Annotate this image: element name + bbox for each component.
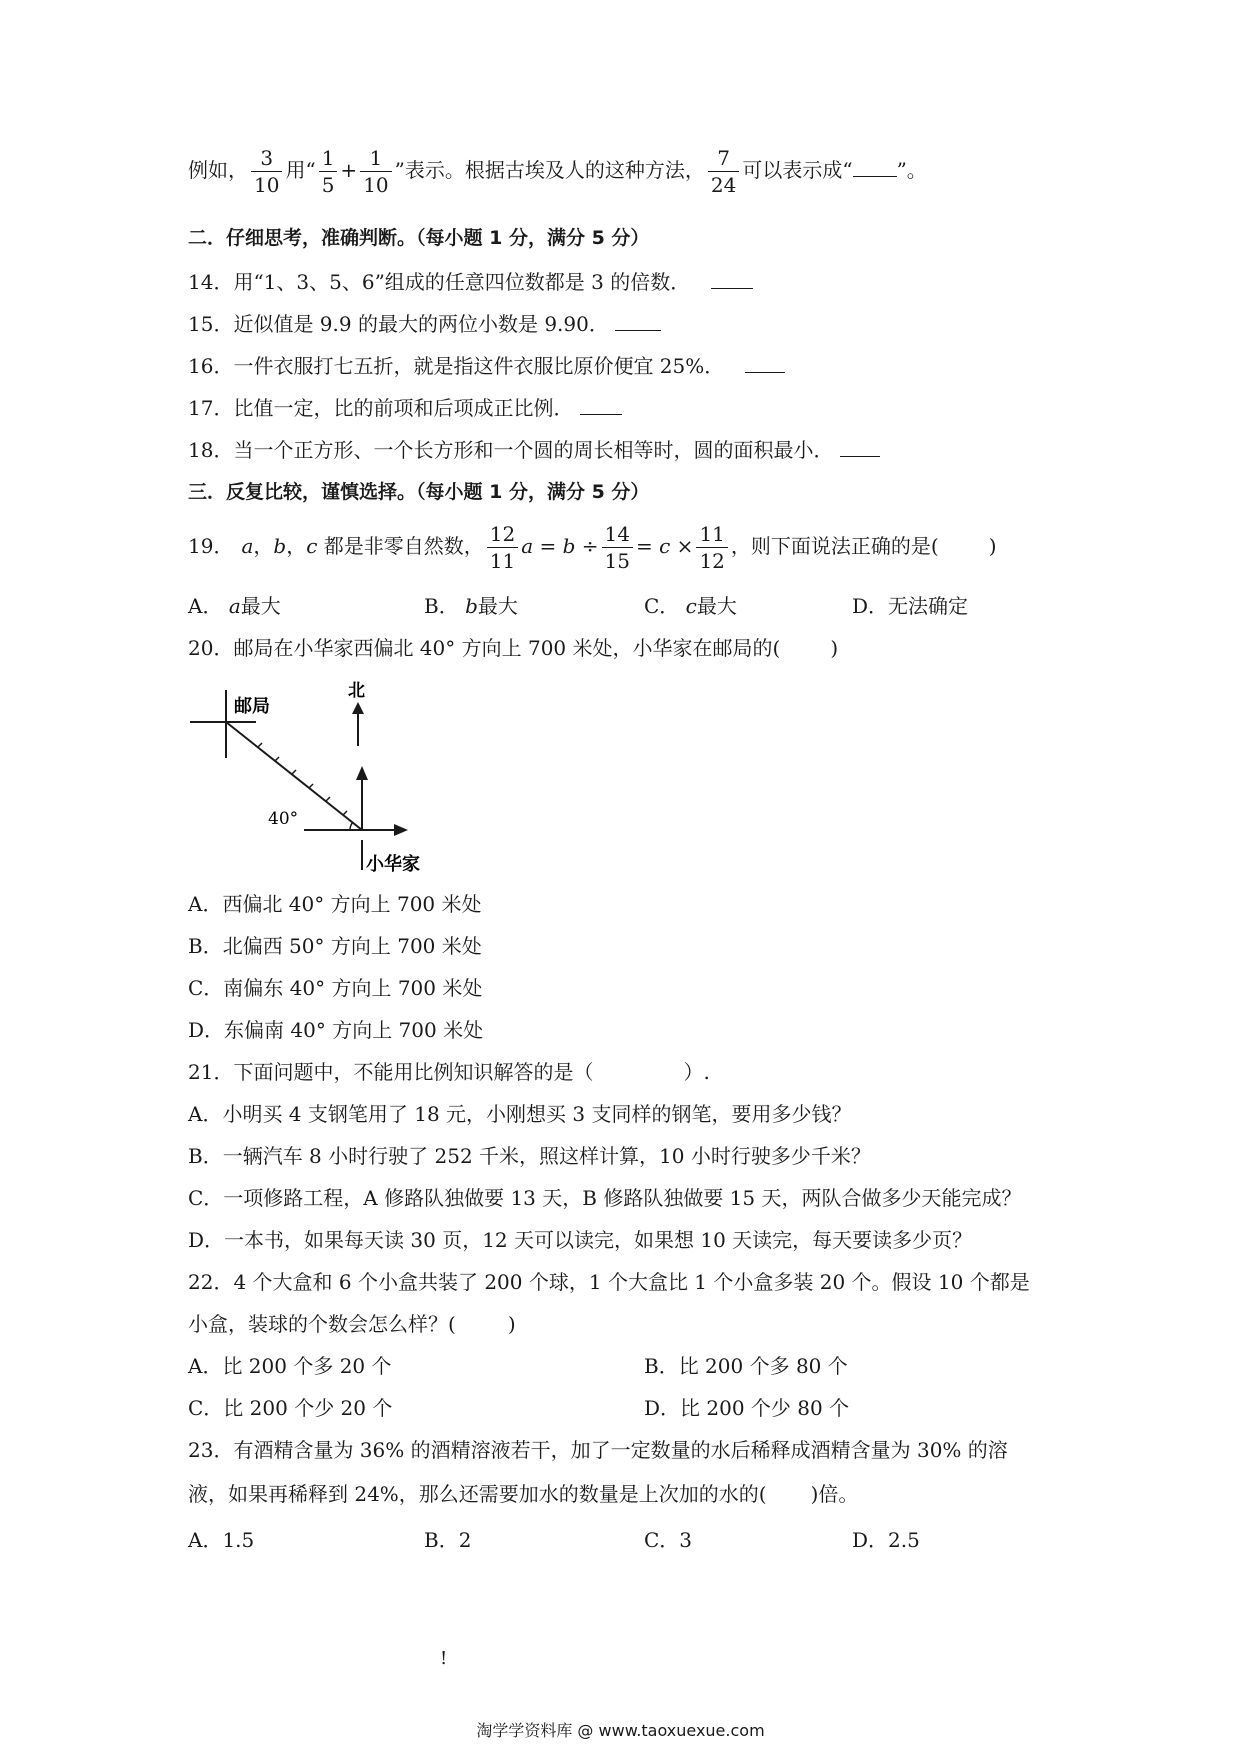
direction-diagram xyxy=(186,680,466,880)
q22-option-c[interactable]: C．比 200 个少 20 个 xyxy=(188,1396,393,1420)
q22-option-b[interactable]: B．比 200 个多 80 个 xyxy=(644,1354,848,1378)
q22-option-a[interactable]: A．比 200 个多 20 个 xyxy=(188,1354,392,1378)
question-22-line-1: 22．4 个大盒和 6 个小盒共装了 200 个球，1 个大盒比 1 个小盒多装 20 个。假设 10 个都是 xyxy=(188,1270,1030,1294)
question-21: 21．下面问题中，不能用比例知识解答的是（ ）. xyxy=(188,1060,710,1084)
label-home: 小华家 xyxy=(366,854,420,875)
answer-blank-17[interactable] xyxy=(580,398,622,415)
question-19: 19． a，b，c 都是非零自然数， $\frac{12}{11}$ a = b ÷ $\frac{14}{15}$ = c × $\frac{11}{12}$ ，则下面说法正确的是( ) xyxy=(188,522,997,573)
question-20: 20．邮局在小华家西偏北 40° 方向上 700 米处，小华家在邮局的( ) xyxy=(188,636,839,660)
label-post-office: 邮局 xyxy=(234,696,270,717)
q21-option-a[interactable]: A．小明买 4 支钢笔用了 18 元，小刚想买 3 支同样的钢笔，要用多少钱？ xyxy=(188,1102,852,1126)
q21-option-d[interactable]: D．一本书，如果每天读 30 页，12 天可以读完，如果想 10 天读完，每天要读多少页？ xyxy=(188,1228,973,1252)
q20-option-a[interactable]: A．西偏北 40° 方向上 700 米处 xyxy=(188,892,482,916)
q20-option-b[interactable]: B．北偏西 50° 方向上 700 米处 xyxy=(188,934,482,958)
fraction-12-11: $\frac{12}{11}$ xyxy=(487,524,518,571)
fraction-11-12: $\frac{11}{12}$ xyxy=(696,524,727,571)
fraction-3-10: $\frac{3}{10}$ xyxy=(251,148,282,195)
label-north: 北 xyxy=(348,681,365,701)
question-23-line-2: 液，如果再稀释到 24%，那么还需要加水的数量是上次加的水的( )倍。 xyxy=(188,1482,859,1506)
q20-option-d[interactable]: D．东偏南 40° 方向上 700 米处 xyxy=(188,1018,484,1042)
q23-option-c[interactable]: C．3 xyxy=(644,1528,693,1552)
answer-blank-18[interactable] xyxy=(840,440,880,457)
label-angle: 40° xyxy=(268,809,299,829)
q19-option-a[interactable]: A． a最大 xyxy=(188,594,281,618)
q20-option-c[interactable]: C．南偏东 40° 方向上 700 米处 xyxy=(188,976,483,1000)
footer-watermark: 淘学学资料库 @ www.taoxuexue.com xyxy=(476,1721,765,1740)
fraction-14-15: $\frac{14}{15}$ xyxy=(602,524,633,571)
q13-tail: 例如， $\frac{3}{10}$ 用“ $\frac{1}{5}$ + $\frac{1}{10}$ ”表示。根据古埃及人的这种方法， $\frac{7}{24}$ 可以表示成“ ”。 xyxy=(188,146,927,197)
question-23-line-1: 23．有酒精含量为 36% 的酒精溶液若干，加了一定数量的水后稀释成酒精含量为 30% 的溶 xyxy=(188,1438,1008,1462)
fraction-1-10: $\frac{1}{10}$ xyxy=(360,148,391,195)
answer-blank-14[interactable] xyxy=(711,272,753,289)
q22-option-d[interactable]: D．比 200 个少 80 个 xyxy=(644,1396,850,1420)
q19-option-c[interactable]: C． c最大 xyxy=(644,594,737,618)
page-mark: ! xyxy=(440,1648,448,1669)
q23-option-b[interactable]: B．2 xyxy=(424,1528,472,1552)
q19-option-d[interactable]: D．无法确定 xyxy=(852,594,969,618)
answer-blank-16[interactable] xyxy=(745,356,785,373)
answer-blank-13[interactable] xyxy=(853,160,897,177)
q21-option-c[interactable]: C．一项修路工程，A 修路队独做要 13 天，B 修路队独做要 15 天，两队合做多少天能完成？ xyxy=(188,1186,1022,1210)
question-22-line-2: 小盒，装球的个数会怎么样？( ) xyxy=(188,1312,516,1336)
question-15: 15．近似值是 9.9 的最大的两位小数是 9.90． xyxy=(188,310,661,338)
answer-blank-15[interactable] xyxy=(615,314,661,331)
question-17: 17．比值一定，比的前项和后项成正比例． xyxy=(188,394,622,422)
section-3-title: 三．反复比较，谨慎选择。（每小题 1 分，满分 5 分） xyxy=(188,481,650,503)
east-arrow-icon xyxy=(394,824,408,836)
home-north-arrow-icon xyxy=(356,766,368,780)
fraction-7-24: $\frac{7}{24}$ xyxy=(708,148,739,195)
question-14: 14．用“1、3、5、6”组成的任意四位数都是 3 的倍数． xyxy=(188,268,753,296)
section-2-title: 二．仔细思考，准确判断。（每小题 1 分，满分 5 分） xyxy=(188,227,650,249)
q21-option-b[interactable]: B．一辆汽车 8 小时行驶了 252 千米，照这样计算，10 小时行驶多少千米？ xyxy=(188,1144,871,1168)
q19-option-b[interactable]: B． b最大 xyxy=(424,594,518,618)
question-18: 18．当一个正方形、一个长方形和一个圆的周长相等时，圆的面积最小． xyxy=(188,436,880,464)
north-arrow-icon xyxy=(352,702,364,714)
question-16: 16．一件衣服打七五折，就是指这件衣服比原价便宜 25%． xyxy=(188,352,785,380)
q23-option-d[interactable]: D．2.5 xyxy=(852,1528,920,1552)
q23-option-a[interactable]: A．1.5 xyxy=(188,1528,255,1552)
fraction-1-5: $\frac{1}{5}$ xyxy=(319,148,338,195)
